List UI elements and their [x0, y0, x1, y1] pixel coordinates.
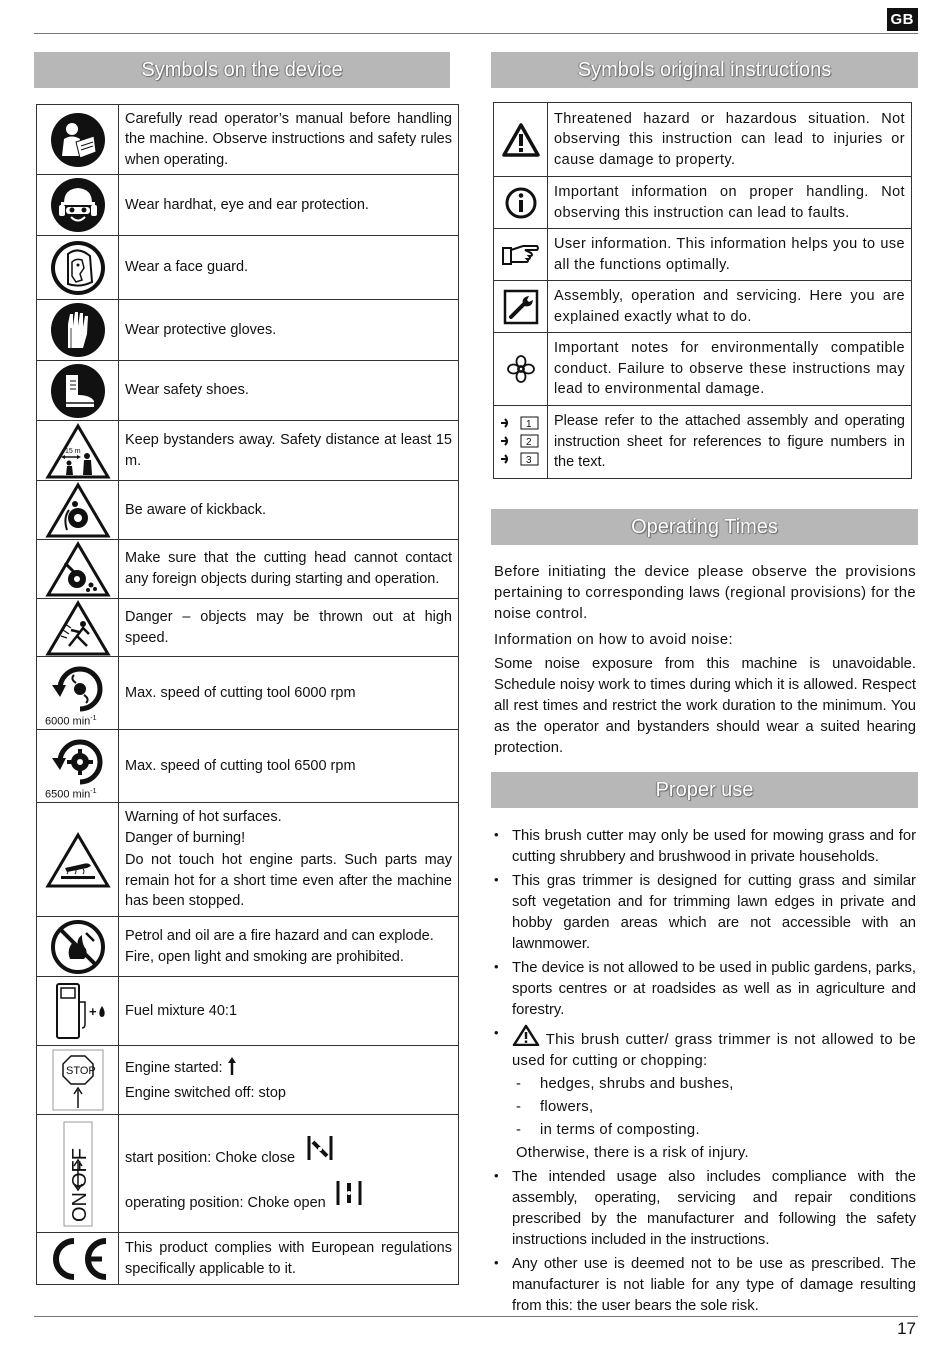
symbol-text: Make sure that the cutting head cannot contact any foreign objects during starting and operation. [119, 540, 459, 599]
table-row [494, 177, 912, 229]
bystanders-distance-icon [45, 423, 111, 479]
table-row [494, 281, 912, 333]
warning-text: This brush cutter/ grass trimmer is not allowed to be used for cutting or chopping: [512, 1032, 916, 1069]
instruction-symbols-table [493, 102, 912, 479]
symbol-text: Engine switched off: stop [125, 1084, 286, 1101]
table-row [494, 103, 912, 177]
table-row [494, 406, 912, 479]
foreign-objects-warning-icon [45, 541, 111, 597]
up-arrow-icon [227, 1057, 237, 1075]
fuel-mixture-icon [45, 980, 111, 1042]
table-row [494, 229, 912, 281]
hot-surface-warning-icon [45, 832, 111, 888]
table-row [37, 599, 459, 657]
icon-label: 2 [525, 437, 532, 448]
stop-switch-icon [45, 1048, 111, 1112]
symbol-text: operating position: Choke open [125, 1194, 326, 1211]
table-row [494, 333, 912, 406]
thrown-objects-warning-icon [45, 600, 111, 656]
table-row [37, 1046, 459, 1115]
table-row [37, 803, 459, 917]
face-guard-icon [50, 240, 106, 296]
icon-label: 15 m [64, 447, 81, 455]
proper-use-heading: Proper use [491, 772, 918, 808]
symbol-text: Threatened hazard or hazardous situation. Not observing this instruction can lead to injuries or cause damage to property. [548, 103, 912, 177]
flower-icon [506, 354, 536, 384]
symbol-text: Danger – objects may be thrown out at high speed. [119, 599, 459, 657]
table-row [37, 361, 459, 421]
symbol-text: Fuel mixture 40:1 [119, 977, 459, 1046]
table-row [37, 1233, 459, 1285]
symbol-text: Keep bystanders away. Safety distance at least 15 m. [119, 421, 459, 481]
table-row [37, 300, 459, 361]
list-item: • Any other use is deemed not to be use as prescribed. The manufacturer is not liable for any type of damage resulting from this: the user bears the sole risk. [494, 1254, 916, 1317]
figure-reference-icon [497, 414, 545, 470]
symbol-text: Wear hardhat, eye and ear protection. [119, 175, 459, 236]
injury-warning: Otherwise, there is a risk of injury. [516, 1145, 749, 1161]
choke-open-icon [334, 1179, 364, 1207]
table-row [37, 540, 459, 599]
no-fire-smoking-icon [50, 919, 106, 975]
symbol-text: Petrol and oil are a fire hazard and can explode. Fire, open light and smoking are prohibited. [119, 917, 459, 977]
list-item: • The device is not allowed to be used in public gardens, parks, sports centres or at roadsides as well as in agriculture and forestry. [494, 958, 916, 1021]
warning-triangle-icon [512, 1024, 540, 1046]
symbol-text: Max. speed of cutting tool 6000 rpm [119, 657, 459, 730]
footer-rule [34, 1316, 918, 1317]
header-rule [34, 33, 918, 34]
operating-paragraph: Before initiating the device please observe the provisions pertaining to corresponding laws (regional provisions) for the noise control. [494, 564, 916, 622]
symbol-text: This product complies with European regulations specifically applicable to it. [119, 1233, 459, 1285]
icon-label: OFF [68, 1147, 91, 1188]
max-speed-6500-icon [40, 732, 116, 786]
choke-lever-icon [58, 1120, 98, 1228]
list-item: • This brush cutter may only be used for mowing grass and for cutting shrubbery and brushwood in private households. [494, 826, 916, 868]
list-item: - hedges, shrubs and bushes, [512, 1074, 916, 1095]
symbol-text: Assembly, operation and servicing. Here you are explained exactly what to do. [548, 281, 912, 333]
protective-gloves-icon [50, 302, 106, 358]
icon-label: 1 [525, 419, 532, 430]
symbol-text: Max. speed of cutting tool 6500 rpm [119, 730, 459, 803]
symbol-text: Do not touch hot engine parts. Such parts may remain hot for a short time even after the machine has been stopped. [125, 852, 452, 910]
rpm-label: 6000 $\min^{-1}$ [45, 714, 97, 728]
page-number: 17 [897, 1319, 916, 1338]
symbol-text: Engine started: [125, 1059, 223, 1076]
symbol-text: start position: Choke close [125, 1149, 296, 1166]
noise-intro: Information on how to avoid noise: [494, 632, 733, 648]
symbol-text: Danger of burning! [125, 829, 246, 846]
table-row [37, 917, 459, 977]
symbol-text: Important information on proper handling. Not observing this instruction can lead to faults. [548, 177, 912, 229]
pointing-hand-icon [501, 242, 541, 268]
symbol-text: Carefully read operator’s manual before handling the machine. Observe instructions and safety rules when operating. [119, 105, 459, 175]
proper-use-list [494, 826, 916, 1320]
list-item: - flowers, [512, 1097, 916, 1118]
table-row [37, 105, 459, 175]
icon-label: STOP [65, 1065, 96, 1077]
kickback-warning-icon [45, 482, 111, 538]
language-badge: GB [887, 8, 919, 31]
icon-label: 3 [525, 455, 532, 466]
noise-paragraph: Some noise exposure from this machine is unavoidable. Schedule noisy work to times during which it is allowed. Respect all rest times and restrict the work duration to the minimum. You as the operator and bystanders should wear a suited hearing protection. [494, 656, 916, 756]
svg-text:+: + [88, 1004, 97, 1019]
symbol-text: Wear a face guard. [119, 236, 459, 300]
symbol-text: Important notes for environmentally compatible conduct. Failure to observe these instructions may lead to environmental damage. [548, 333, 912, 406]
warning-triangle-icon [501, 122, 541, 158]
device-symbols-table [36, 104, 459, 1285]
exclusion-list [512, 1074, 916, 1141]
symbols-device-heading: Symbols on the device [34, 52, 450, 88]
read-manual-icon [50, 112, 106, 168]
symbol-text: Please refer to the attached assembly and operating instruction sheet for references to figure numbers in the text. [548, 406, 912, 479]
table-row [37, 481, 459, 540]
symbol-text: Wear safety shoes. [119, 361, 459, 421]
list-item [494, 1024, 916, 1164]
table-row [37, 730, 459, 803]
safety-shoes-icon [50, 363, 106, 419]
symbol-text: Be aware of kickback. [119, 481, 459, 540]
hot-surface-text [119, 803, 459, 917]
rpm-label: 6500 $\min^{-1}$ [45, 787, 97, 801]
info-icon [504, 186, 538, 220]
table-row [37, 421, 459, 481]
operating-times-heading: Operating Times [491, 509, 918, 545]
list-item: • The intended usage also includes compliance with the assembly, operating, servicing and repair conditions prescribed by the manufacturer and following the safety instructions included in the instructions. [494, 1167, 916, 1251]
ce-mark-icon [44, 1235, 112, 1283]
max-speed-6000-icon [40, 659, 116, 713]
choke-text [119, 1115, 459, 1233]
symbol-text: Wear protective gloves. [119, 300, 459, 361]
table-row [37, 657, 459, 730]
symbols-instructions-heading: Symbols original instructions [491, 52, 918, 88]
list-item: • This gras trimmer is designed for cutting grass and similar soft vegetation and for trimming lawn edges in private and hobby garden areas which are not accessible with an lawnmower. [494, 871, 916, 955]
wrench-icon [503, 289, 539, 325]
symbol-text: User information. This information helps you to use all the functions optimally. [548, 229, 912, 281]
table-row [37, 175, 459, 236]
hardhat-eye-ear-protection-icon [50, 177, 106, 233]
stop-text [119, 1046, 459, 1115]
table-row [37, 1115, 459, 1233]
choke-close-icon [305, 1134, 335, 1162]
table-row [37, 236, 459, 300]
table-row [37, 977, 459, 1046]
symbol-text: Warning of hot surfaces. [125, 809, 282, 826]
icon-label: ON [68, 1191, 91, 1222]
list-item: - in terms of composting. [512, 1120, 916, 1141]
